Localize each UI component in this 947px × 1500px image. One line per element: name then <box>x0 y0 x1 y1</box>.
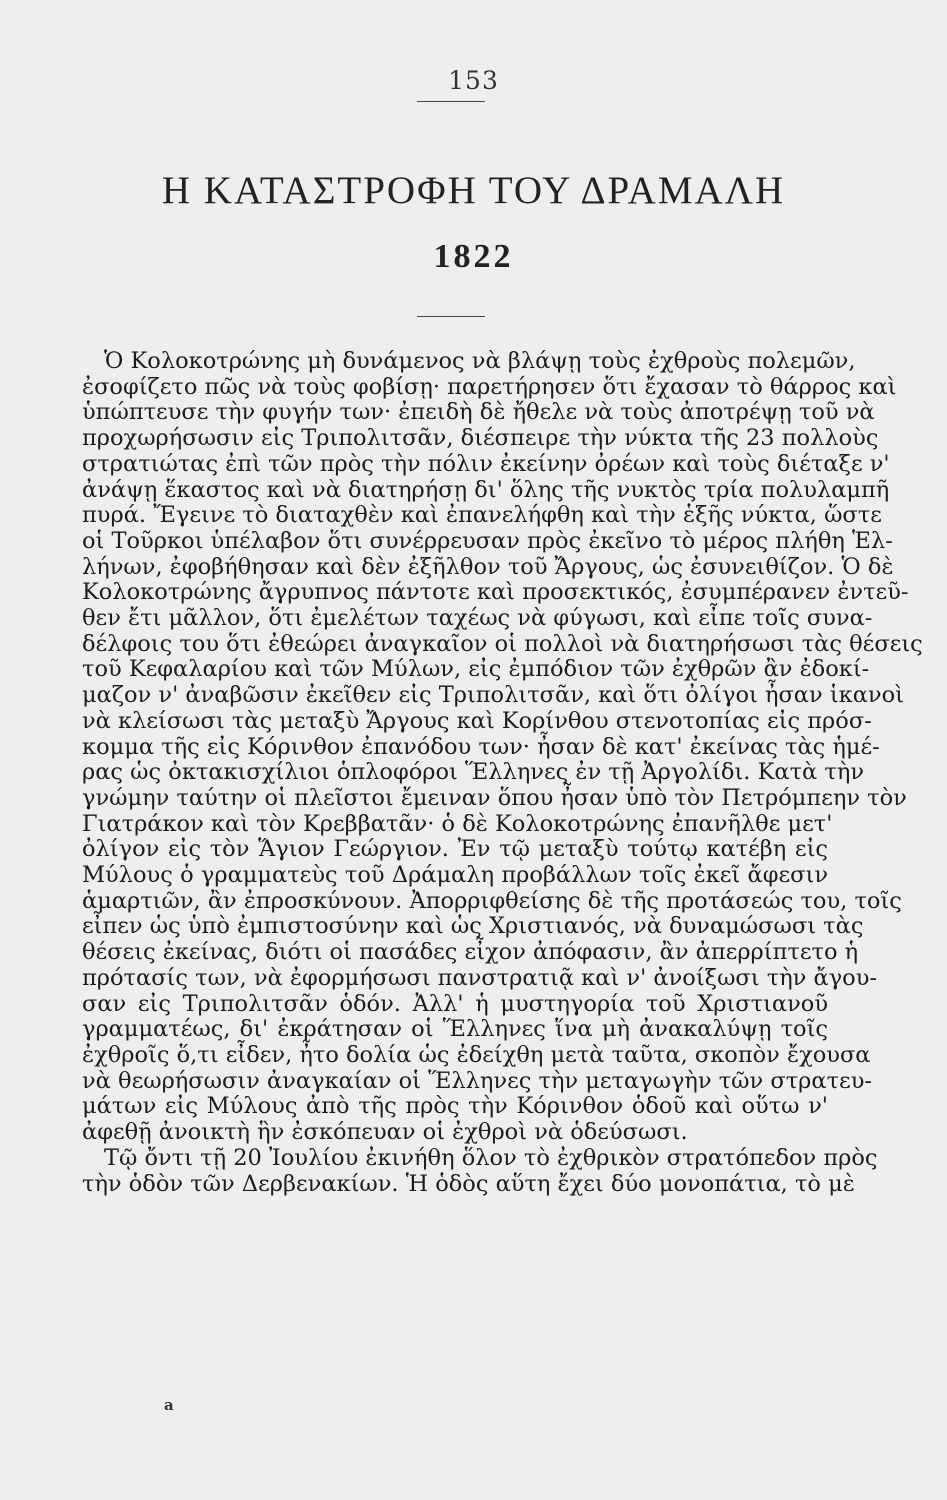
text-line: ἁμαρτιῶν, ἂν ἐπροσκύνουν. Ἀπορριφθείσης δὲ τῆς προτάσεώς του, τοῖς <box>82 887 902 914</box>
text-line: τὴν ὁδὸν τῶν Δερβενακίων. Ἡ ὁδὸς αὕτη ἔχει δύο μονοπάτια, τὸ μὲ <box>82 1170 855 1197</box>
text-line: ἐχθροῖς ὅ,τι εἶδεν, ἦτο δολία ὡς ἐδείχθη μετὰ ταῦτα, σκοπὸν ἔχουσα <box>82 1041 871 1068</box>
text-line: μάτων εἰς Μύλους ἀπὸ τῆς πρὸς τὴν Κόρινθον ὁδοῦ καὶ οὕτω ν' <box>82 1093 828 1120</box>
text-line: δέλφοις του ὅτι ἐθεώρει ἀναγκαῖον οἱ πολλοὶ νὰ διατηρήσωσι τὰς θέσεις <box>82 630 923 657</box>
text-line: οἱ Τοῦρκοι ὑπέλαβον ὅτι συνέρρευσαν πρὸς ἐκεῖνο τὸ μέρος πλήθη Ἑλ- <box>82 527 893 554</box>
text-line: ἀνάψῃ ἕκαστος καὶ νὰ διατηρήσῃ δι' ὅλης τῆς νυκτὸς τρία πολυλαμπῆ <box>82 476 890 503</box>
title-rule <box>417 316 485 317</box>
text-line: Κολοκοτρώνης ἄγρυπνος πάντοτε καὶ προσεκτικός, ἐσυμπέρανεν ἐντεῦ- <box>82 579 909 606</box>
text-line: Ὁ Κολοκοτρώνης μὴ δυνάμενος νὰ βλάψῃ τοὺς ἐχθροὺς πολεμῶν, <box>104 348 856 374</box>
text-line: πρότασίς των, νὰ ἐφορμήσωσι πανστρατιᾷ καὶ ν' ἀνοίξωσι τὴν ἄγου- <box>82 964 877 991</box>
chapter-title: Η ΚΑΤΑΣΤΡΟΦΗ ΤΟΥ ΔΡΑΜΑΛΗ <box>161 169 786 212</box>
page-number-rule <box>417 101 485 102</box>
text-line: προχωρήσωσιν εἰς Τριπολιτσᾶν, διέσπειρε τὴν νύκτα τῆς 23 πολλοὺς <box>82 425 879 452</box>
signature-mark: a <box>164 1396 174 1414</box>
text-line: εἶπεν ὡς ὑπὸ ἐμπιστοσύνην καὶ ὡς Χριστιανός, νὰ δυναμώσωσι τὰς <box>82 913 864 940</box>
text-line: τοῦ Κεφαλαρίου καὶ τῶν Μύλων, εἰς ἐμπόδιον τῶν ἐχθρῶν ἂν ἐδοκί- <box>82 656 870 683</box>
text-line: ὑπώπτευσε τὴν φυγήν των· ἐπειδὴ δὲ ἤθελε νὰ τοὺς ἀποτρέψῃ τοῦ νὰ <box>82 399 875 426</box>
text-line: γνώμην ταύτην οἱ πλεῖστοι ἔμειναν ὅπου ἦσαν ὑπὸ τὸν Πετρόμπεην τὸν <box>82 784 907 811</box>
text-line: ρας ὡς ὀκτακισχίλιοι ὁπλοφόροι Ἕλληνες ἐν τῇ Ἀργολίδι. Κατὰ τὴν <box>82 759 864 786</box>
text-line: νὰ κλείσωσι τὰς μεταξὺ Ἄργους καὶ Κορίνθου στενοτοπίας εἰς πρόσ- <box>82 707 872 734</box>
text-line: κομμα τῆς εἰς Κόρινθον ἐπανόδου των· ἦσαν δὲ κατ' ἐκείνας τὰς ἡμέ- <box>82 733 880 760</box>
text-line: μαζον ν' ἀναβῶσιν ἐκεῖθεν εἰς Τριπολιτσᾶν, καὶ ὅτι ὀλίγοι ἦσαν ἱκανοὶ <box>82 682 904 709</box>
text-line: σαν εἰς Τριπολιτσᾶν ὁδόν. Ἀλλ' ἡ μυστηγορία τοῦ Χριστιανοῦ <box>82 990 828 1017</box>
text-line: θέσεις ἐκείνας, διότι οἱ πασάδες εἶχον ἀπόφασιν, ἂν ἀπερρίπτετο ἡ <box>82 939 859 966</box>
body-text <box>82 348 923 1197</box>
text-line: ἀφεθῇ ἀνοικτὴ ἣν ἐσκόπευαν οἱ ἐχθροὶ νὰ ὁδεύσωσι. <box>82 1119 688 1146</box>
text-line: λήνων, ἐφοβήθησαν καὶ δὲν ἐξῆλθον τοῦ Ἄργους, ὡς ἐσυνειθίζον. Ὁ δὲ <box>82 553 894 580</box>
chapter-year: 1822 <box>433 238 514 275</box>
text-line: νὰ θεωρήσωσιν ἀναγκαίαν οἱ Ἕλληνες τὴν μεταγωγὴν τῶν στρατευ- <box>82 1067 872 1094</box>
text-line: γραμματέως, δι' ἐκράτησαν οἱ Ἕλληνες ἵνα μὴ ἀνακαλύψῃ τοῖς <box>82 1016 828 1043</box>
text-line: Μύλους ὁ γραμματεὺς τοῦ Δράμαλη προβάλλων τοῖς ἐκεῖ ἄφεσιν <box>82 862 828 889</box>
text-line: ἐσοφίζετο πῶς νὰ τοὺς φοβίσῃ· παρετήρησεν ὅτι ἔχασαν τὸ θάρρος καὶ <box>82 373 897 400</box>
text-line: Τῷ ὄντι τῇ 20 Ἰουλίου ἐκινήθη ὅλον τὸ ἐχθρικὸν στρατόπεδον πρὸς <box>104 1144 878 1171</box>
text-line: θεν ἔτι μᾶλλον, ὅτι ἐμελέτων ταχέως νὰ φύγωσι, καὶ εἶπε τοῖς συνα- <box>82 605 873 632</box>
text-line: στρατιώτας ἐπὶ τῶν πρὸς τὴν πόλιν ἐκείνην ὀρέων καὶ τοὺς διέταξε ν' <box>82 450 890 477</box>
text-line: Γιατράκον καὶ τὸν Κρεββατᾶν· ὁ δὲ Κολοκοτρώνης ἐπανῆλθε μετ' <box>82 810 833 837</box>
page-number: 153 <box>448 66 499 95</box>
text-line: πυρά. Ἔγεινε τὸ διαταχθὲν καὶ ἐπανελήφθη καὶ τὴν ἑξῆς νύκτα, ὥστε <box>82 502 882 529</box>
text-line: ὀλίγον εἰς τὸν Ἅγιον Γεώργιον. Ἐν τῷ μεταξὺ τούτῳ κατέβη εἰς <box>82 836 828 863</box>
